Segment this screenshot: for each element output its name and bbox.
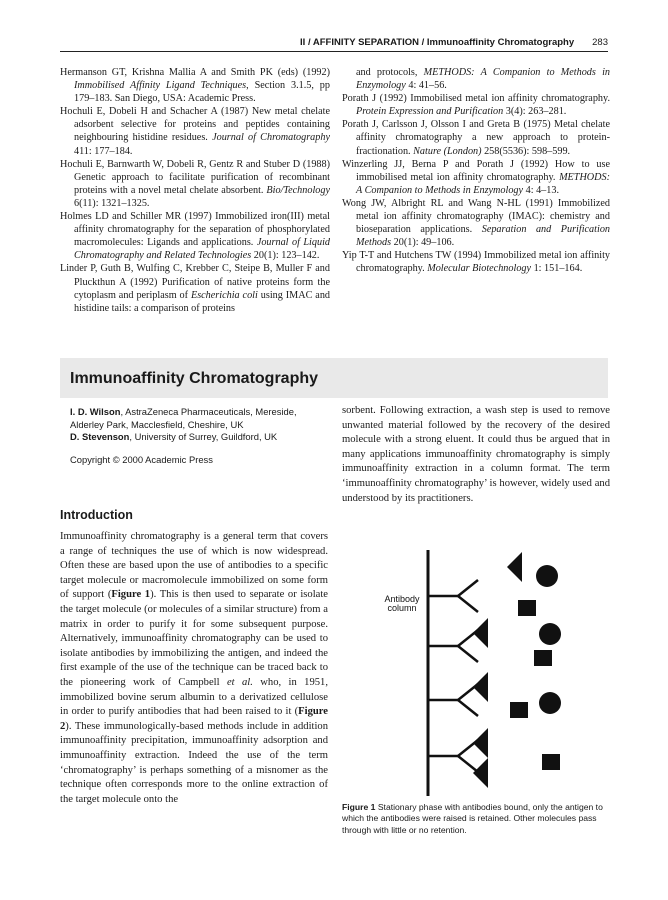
figure-1-caption-label: Figure 1 [342,802,376,812]
author-1: I. D. Wilson, AstraZeneca Pharmaceuticals, Mereside, Alderley Park, Macclesfield, Cheshire, UK [70,406,297,430]
reference-item: Porath J (1992) Immobilised metal ion affinity chromatography. Protein Expression and Purification 3(4): 263–281. [342,93,610,118]
introduction-paragraph: Immunoaffinity chromatography is a general term that covers a range of techniques the use of which is now widespread. Often these are based upon the use of antibodies to a specific target molecule or macromolecule immobilized on some form of support (Figure 1). This is then used to separate or isolate the target molecule (or molecules of a similar structure) from a matrix in order to purify it for some subsequent purpose. Alternatively, immunoaffinity chromatography can be used to isolate antibodies by immobilizing the antigen, and indeed the first example of the use of the technique can be traced back to the pioneering work of Campbell et al. who, in 1951, immobilized bovine serum albumin to a derivatized cellulose in order to purify antibodies that had been raised to it (Figure 2). These immunologically-based methods include in addition immunoaffinity precipitation, immunoaffinity adsorption and immunoaffinity extraction. Indeed the use of the term ‘chromatography’ is perhaps something of a misnomer as the technique often corresponds more to the online extraction of the target molecule onto the [60,531,328,805]
antibody-3 [428,684,478,716]
reference-item: Wong JW, Albright RL and Wang N-HL (1991) Immobilized metal ion affinity chromatography (IMAC): chemistry and bioseparation applications. Separation and Purification Methods 20(1): 49–106. [342,197,611,249]
introduction-heading: Introduction [60,508,133,522]
other-molecule-square [510,702,528,718]
figure-1-reference: Figure 1 [111,589,151,601]
reference-item: Hochuli E, Barnwarth W, Dobeli R, Gentz R and Stuber D (1988) Genetic approach to facilitate purification of recombinant proteins with a novel metal chelate absorbent. Bio/Technology 6(11): 1321–1325. [60,158,330,209]
article-title-band [60,358,608,398]
running-header-title: II / AFFINITY SEPARATION / Immunoaffinity Chromatography [300,37,575,48]
reference-item: Hermanson GT, Krishna Mallia A and Smith PK (eds) (1992) Immobilised Affinity Ligand Techniques, Section 3.1.5, pp 179–183. San Diego, USA: Academic Press. [60,67,330,105]
figure-1-caption: Figure 1 Stationary phase with antibodies bound, only the antigen to which the antibodies were raised is retained. Other molecules pass through with little or no retention. [342,802,603,835]
other-molecule-square [534,650,552,666]
antibody-4 [428,740,478,772]
references-left-column [60,66,330,315]
article-title: Immunoaffinity Chromatography [70,370,319,387]
running-header [60,30,608,52]
reference-item: Yip T-T and Hutchens TW (1994) Immobilized metal ion affinity chromatography. Molecular Biotechnology 1: 151–164. [342,250,610,275]
reference-item: Holmes LD and Schiller MR (1997) Immobilized iron(III) metal affinity chromatography for the separation of phosphorylated macromolecules: Ligands and applications. Journal of Liquid Chromatography and Related Technologies 20(1): 123–142. [60,211,330,262]
antigen-triangle-bound [473,758,488,788]
reference-item: Winzerling JJ, Berna P and Porath J (1992) How to use immobilised metal ion affinity chromatography. METHODS: A Companion to Methods in Enzymology 4: 4–13. [342,158,610,196]
introduction-paragraph-continued: sorbent. Following extraction, a wash step is used to remove unwanted material followed by the recovery of the desired molecule with a strong eluent. It could thus be argued that in many applications immunoaffinity chromatography is simply immunoaffinity extraction in a column format. The term ‘immunoaffinity chromatography’ is however, widely used and understood by its practitioners. [342,405,610,504]
antibody-label: Antibody [384,594,420,604]
references-right-column [342,66,610,276]
figure-1-diagram [342,548,612,798]
copyright: Copyright © 2000 Academic Press [70,453,213,465]
antibody-1 [428,580,478,612]
antigen-triangle-bound [473,728,488,758]
antigen-triangle [507,552,522,582]
page-number: 283 [592,37,608,48]
antibody-2 [428,630,478,662]
author-block [70,406,330,466]
reference-item: Linder P, Guth B, Wulfing C, Krebber C, Steipe B, Muller F and Pluckthun A (1992) Purification of native proteins form the cytoplasm and periplasm of Escherichia coli using IMAC and histidine tails: a comparison of proteins [60,263,331,314]
antigen-triangle-bound [473,672,488,702]
author-2: D. Stevenson, University of Surrey, Guildford, UK [70,431,278,443]
other-molecule-square [542,754,560,770]
other-molecule-circle [536,565,558,587]
column-label: column [387,603,417,613]
reference-item: Porath J, Carlsson J, Olsson I and Greta B (1975) Metal chelate affinity chromatography a new approach to protein-fractionation. Nature (London) 258(5536): 598–599. [342,119,610,157]
other-molecule-square [518,600,536,616]
figure-2-reference: Figure 2 [60,706,328,732]
other-molecule-circle [539,692,561,714]
antigen-triangle-bound [473,618,488,648]
other-molecule-circle [539,623,561,645]
reference-item: and protocols, METHODS: A Companion to Methods in Enzymology 4: 41–56. [356,67,611,92]
reference-item: Hochuli E, Dobeli H and Schacher A (1987) New metal chelate adsorbent selective for proteins and peptides containing neighbouring histidine residues. Journal of Chromatography 411: 177–184. [60,106,330,157]
